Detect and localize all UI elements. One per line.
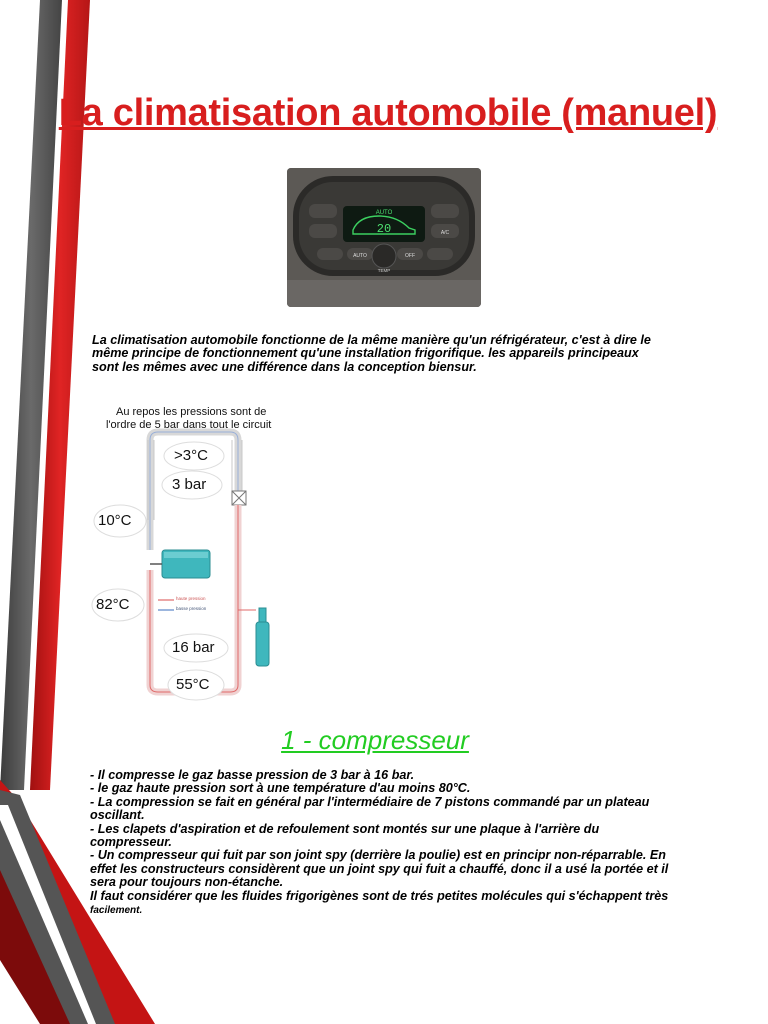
diagram-caption-line2: l'ordre de 5 bar dans tout le circuit	[106, 419, 272, 431]
bullet-item: - Un compresseur qui fuit par son joint spy (derrière la poulie) est en principr non-réparrable. En effet les constructeurs considèrent que un joint spy qui fuit a chauffé, donc il a usé la portée et il sera pour toujours non-étanche.	[90, 848, 669, 890]
svg-text:OFF: OFF	[405, 253, 415, 259]
recirc-button	[431, 204, 459, 218]
label-temp-bottom: 55°C	[176, 676, 210, 693]
climate-panel-illustration	[287, 168, 481, 307]
climate-control-photo	[287, 168, 481, 307]
fan-button	[309, 204, 337, 218]
bullet-item: - Il compresse le gaz basse pression de 3 bar à 16 bar.	[90, 768, 415, 782]
temp-knob	[372, 244, 396, 268]
section-title-compresseur: 1 - compresseur	[281, 725, 469, 755]
bullet-item: - La compression se fait en général par l'intermédiaire de 7 pistons commandé par un plateau oscillant.	[90, 794, 650, 823]
filter-dryer-icon	[256, 622, 269, 666]
intro-paragraph: La climatisation automobile fonctionne de la même manière qu'un réfrigérateur, c'est à dire le même principe de fonctionnement qu'une installation frigorifique. les appareils principeaux sont les mêmes avec une différence dans la conception biensur.	[92, 333, 651, 374]
closing-paragraph	[90, 890, 670, 918]
diagram-caption-line1: Au repos les pressions sont de	[116, 406, 267, 418]
svg-text:A/C: A/C	[440, 230, 450, 236]
label-temp-top: >3°C	[174, 447, 208, 464]
label-temp-mid: 82°C	[96, 596, 130, 613]
page-title: La climatisation automobile (manuel)	[58, 92, 718, 134]
closing-text: Il faut considérer que les fluides frigorigènes sont de trés petites molécules qui s'échappent très	[90, 888, 669, 903]
svg-text:TEMP: TEMP	[377, 268, 391, 273]
legend-high-label: haute pression	[176, 596, 206, 601]
display-temp: 20	[376, 222, 392, 236]
refrigerant-circuit-diagram	[90, 400, 300, 710]
legend-low-label: basse pression	[176, 606, 207, 611]
svg-text:AUTO: AUTO	[353, 253, 367, 259]
closing-small-text: facilement.	[90, 905, 143, 917]
label-pressure-top: 3 bar	[172, 476, 207, 493]
mode-button	[309, 224, 337, 238]
display-auto: AUTO	[375, 210, 393, 216]
label-temp-left: 10°C	[98, 512, 132, 529]
bullet-item: - le gaz haute pression sort à une température d'au moins 80°C.	[90, 781, 471, 796]
bullet-item: - Les clapets d'aspiration et de refoulement sont montés sur une plaque à l'arrière du compresseur.	[90, 821, 600, 850]
section-body	[90, 769, 670, 917]
label-pressure-bottom: 16 bar	[172, 639, 215, 656]
